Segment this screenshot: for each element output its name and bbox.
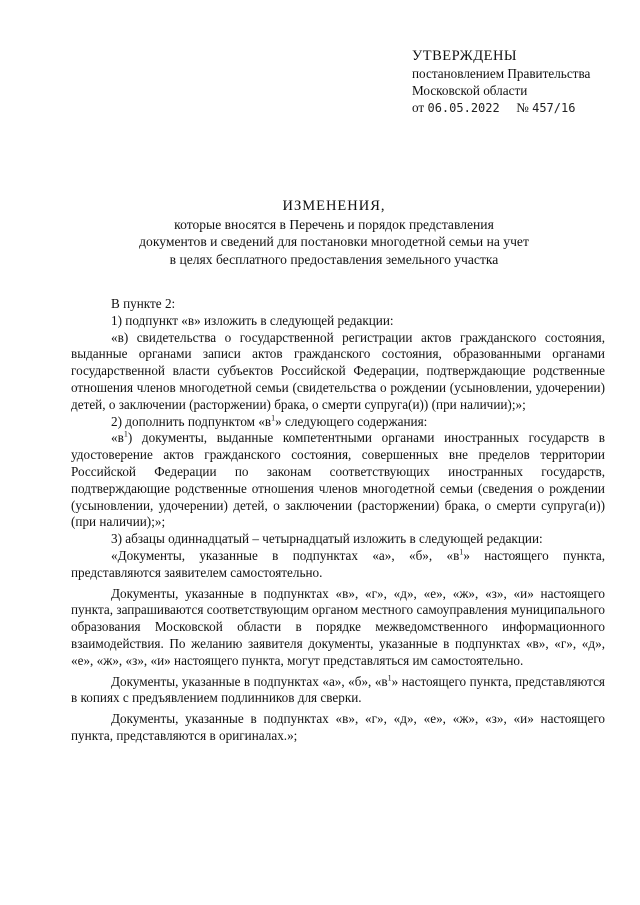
paragraph-8: Документы, указанные в подпунктах «в», «г», «д», «е», «ж», «з», «и» настоящего пункта, запрашиваются соответствующим органом местного самоуправления муниципального образования Московской области в порядке межведомственного информационного взаимодействия. По желанию заявителя документы, указанные в подпунктах «в», «г», «д», «е», «ж», «з», «и» настоящего пункта, могут представляться им самостоятельно. (71, 585, 605, 668)
paragraph-1: В пункте 2: (111, 296, 176, 311)
paragraph-5-superscript: 1 (123, 429, 128, 439)
approval-date-line (412, 99, 632, 117)
approval-stamp (412, 48, 632, 117)
paragraph-9-text-b: » настоящего пункта, представляются в копиях с предъявлением подлинников для сверки. (71, 673, 605, 706)
paragraph-5-text-a: «в (111, 430, 124, 446)
paragraph-5-text-b: ) документы, выданные компетентными органами иностранных государств в удостоверение актов гражданского состояния, совершенных вне пределов территории Российской Федерации по законам соответствующих иностранных государств, подтверждающие родственные отношения членов многодетной семьи (сведения о рождении (усыновлении, удочерении) детей, о заключении (расторжении) брака, о смерти супруга(и)) (при наличии);»; (71, 430, 605, 530)
paragraph-4-text-b: » следующего содержания: (275, 413, 428, 429)
paragraph-4-text-a: 2) дополнить подпунктом «в (111, 413, 272, 429)
paragraph-4-superscript: 1 (271, 413, 276, 423)
paragraph-9-text-a: Документы, указанные в подпунктах «а», «б», «в (111, 673, 388, 689)
paragraph-7-text-b: » настоящего пункта, представляются заявителем самостоятельно. (71, 547, 605, 580)
approval-date: 06.05.2022 (427, 101, 500, 115)
approval-number: 457/16 (532, 101, 576, 115)
paragraph-7-text-a: «Документы, указанные в подпунктах «а», «б», «в (111, 547, 460, 563)
title-line-2: документов и сведений для постановки многодетной семьи на учет (139, 234, 529, 249)
paragraph-4 (71, 414, 605, 431)
paragraph-9 (71, 674, 605, 708)
title-main: ИЗМЕНЕНИЯ, (282, 198, 386, 214)
title-line-1: которые вносятся в Перечень и порядок представления (174, 216, 494, 232)
paragraph-9-superscript: 1 (387, 673, 392, 683)
approval-line-1: постановлением Правительства (412, 66, 591, 81)
approval-number-sign: № (516, 100, 529, 115)
approval-date-prefix: от (412, 100, 428, 115)
paragraph-10: Документы, указанные в подпунктах «в», «г», «д», «е», «ж», «з», «и» настоящего пункта, представляются в оригиналах.»; (71, 711, 605, 743)
paragraph-5 (71, 430, 605, 531)
document-body (71, 296, 605, 745)
approval-line-2: Московской области (412, 83, 528, 98)
title-line-3: в целях бесплатного предоставления земельного участка (169, 251, 499, 267)
paragraph-7-superscript: 1 (459, 547, 464, 557)
document-title (70, 198, 598, 268)
paragraph-3: «в) свидетельства о государственной регистрации актов гражданского состояния, выданные органами записи актов гражданского состояния, образованными органами государственной власти субъектов Российской Федерации, подтверждающие родственные отношения членов многодетной семьи (свидетельства о рождении (усыновлении, удочерении) детей, о заключении (расторжении) брака, о смерти супруга(и)) (при наличии);»; (71, 329, 605, 412)
approval-heading: УТВЕРЖДЕНЫ (412, 48, 518, 64)
paragraph-7 (71, 548, 605, 582)
paragraph-2: 1) подпункт «в» изложить в следующей редакции: (111, 312, 394, 328)
paragraph-6: 3) абзацы одиннадцатый – четырнадцатый изложить в следующей редакции: (111, 531, 543, 547)
